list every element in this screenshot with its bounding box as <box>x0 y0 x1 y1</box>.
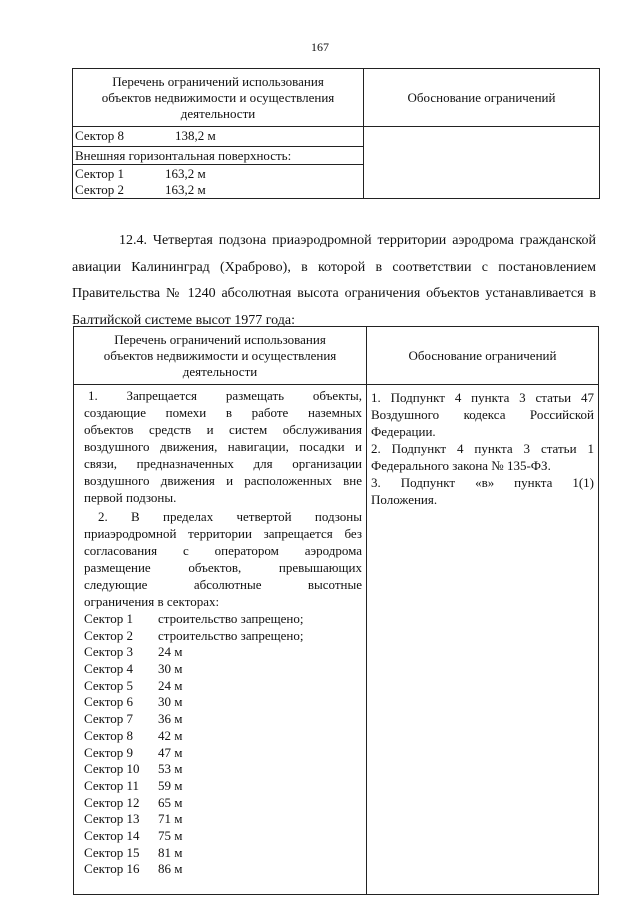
basis-item-1: 1. Подпункт 4 пункта 3 статьи 47 <box>371 390 594 405</box>
sector-label: Сектор 10 <box>84 761 140 777</box>
sector-value: 47 м <box>158 744 183 760</box>
sector-label: Сектор 7 <box>84 711 134 727</box>
sector-value: 71 м <box>158 811 183 827</box>
sector-label: Сектор 1 <box>84 611 134 626</box>
sector-label: Сектор 14 <box>84 827 140 843</box>
sector-value: 86 м <box>158 861 183 877</box>
table2-restrictions-cell <box>74 385 367 895</box>
sector-value: 53 м <box>158 761 183 777</box>
sector-label: Сектор 3 <box>84 644 134 660</box>
sector-row <box>84 678 362 695</box>
table2-header-basis: Обоснование ограничений <box>367 327 599 385</box>
sector-value: 42 м <box>158 727 183 743</box>
table1-outer-sectors: Сектор 1 163,2 м Сектор 2 163,2 м <box>73 165 364 199</box>
sector-label: Сектор 16 <box>84 861 140 877</box>
sector-row <box>84 611 362 628</box>
sector-row <box>84 728 362 745</box>
sector-label: Сектор 12 <box>84 794 140 810</box>
sector-row <box>84 661 362 678</box>
basis-item-3: 3. Подпункт «в» пункта 1(1) <box>371 475 594 490</box>
sector-row <box>84 861 362 878</box>
restriction-item-1: 1. Запрещается размещать объекты, создающие помехи в работе наземных объектов средств и систем обслуживания воздушного движения, навигации, посадки и связи, предназначенных для организации воздушного движения и расположенных вне первой подзоны. <box>84 388 362 505</box>
sector-value: 81 м <box>158 844 183 860</box>
table1-header-restrictions: Перечень ограничений использования объектов недвижимости и осуществления деятельности <box>73 69 364 127</box>
sector-label: Сектор 4 <box>84 661 134 677</box>
sector-value: 24 м <box>158 644 183 660</box>
sector-height-list <box>84 611 362 878</box>
sector-value: 59 м <box>158 777 183 793</box>
sector-value: строительство запрещено; <box>158 627 304 643</box>
table1-sector8-row: Сектор 8 138,2 м <box>73 127 364 147</box>
basis-item-2: 2. Подпункт 4 пункта 3 статьи 1 <box>371 441 594 456</box>
sector-label: Сектор 8 <box>84 727 134 743</box>
sector-label: Сектор 9 <box>84 744 134 760</box>
sector-value: 30 м <box>158 661 183 677</box>
sector-label: Сектор 11 <box>84 777 140 793</box>
table2-basis-cell: 1. Подпункт 4 пункта 3 статьи 47 Воздушного кодекса Российской Федерации. 2. Подпункт 4 пункта 3 статьи 1 Федерального закона № 135-ФЗ. 3. Подпункт «в» пункта 1(1) Положения. <box>367 385 599 895</box>
sector-label: Сектор 13 <box>84 811 140 827</box>
fourth-subzone-restrictions-table <box>73 326 599 895</box>
sector-row <box>84 628 362 645</box>
table1-basis-cell <box>364 127 600 199</box>
sector-label: Сектор 5 <box>84 677 134 693</box>
sector-value: 75 м <box>158 827 183 843</box>
restrictions-table-continued <box>72 68 600 199</box>
table1-header-basis: Обоснование ограничений <box>364 69 600 127</box>
sector-value: строительство запрещено; <box>158 611 304 626</box>
table2-header-restrictions: Перечень ограничений использования объектов недвижимости и осуществления деятельности <box>74 327 367 385</box>
sector-row <box>84 694 362 711</box>
sector-row <box>84 711 362 728</box>
sector-row <box>84 845 362 862</box>
sector-value: 36 м <box>158 711 183 727</box>
sector-row <box>84 795 362 812</box>
sector-row <box>84 644 362 661</box>
restriction-item-2: 2. В пределах четвертой подзоны приаэродромной территории запрещается без согласования с оператором аэродрома размещение объектов, превышающих следующие абсолютные высотные ограничения в секторах: <box>84 509 362 609</box>
sector-row <box>84 745 362 762</box>
sector-value: 65 м <box>158 794 183 810</box>
table1-outer-surface: Внешняя горизонтальная поверхность: <box>73 147 364 165</box>
sector-row <box>84 811 362 828</box>
page-number: 167 <box>311 40 329 54</box>
sector-label: Сектор 6 <box>84 694 134 710</box>
sector-label: Сектор 15 <box>84 844 140 860</box>
sector-value: 30 м <box>158 694 183 710</box>
sector-row <box>84 778 362 795</box>
sector-label: Сектор 2 <box>84 627 134 643</box>
sector-row <box>84 828 362 845</box>
sector-row <box>84 761 362 778</box>
sector-value: 24 м <box>158 677 183 693</box>
section-12-4-paragraph: 12.4. Четвертая подзона приаэродромной территории аэродрома гражданской авиации Калининград (Храброво), в которой в соответствии с постановлением Правительства № 1240 абсолютная высота ограничения объектов устанавливается в Балтийской системе высот 1977 года: <box>72 233 596 328</box>
